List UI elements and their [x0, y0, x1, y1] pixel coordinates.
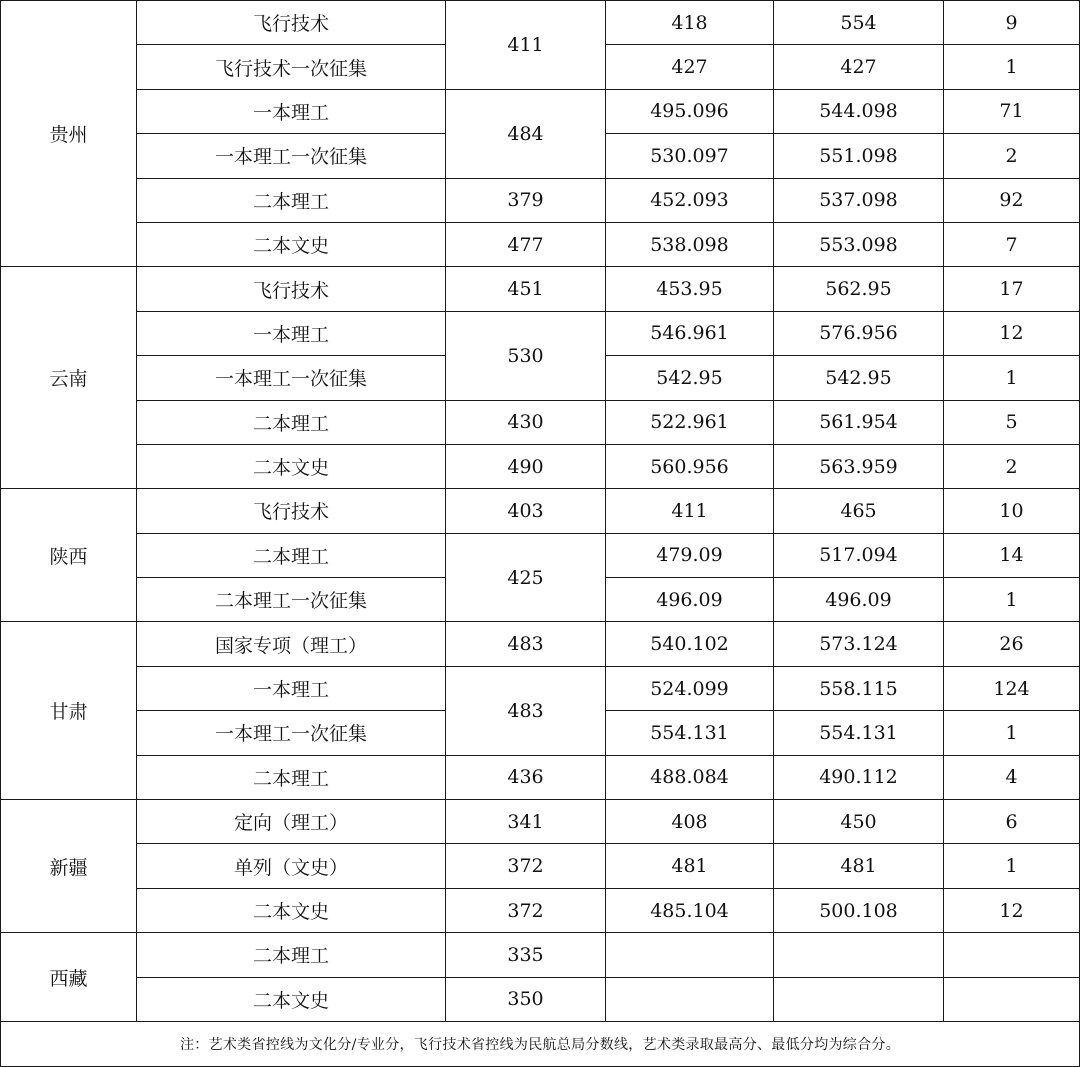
admitted-count-cell: 2 — [944, 444, 1080, 488]
category-cell: 一本理工一次征集 — [137, 711, 446, 755]
max-score-cell: 554 — [774, 1, 944, 45]
max-score-cell: 490.112 — [774, 755, 944, 799]
table-row — [1, 800, 1080, 844]
category-cell: 二本文史 — [137, 444, 446, 488]
table-row — [1, 755, 1080, 799]
min-score-cell — [606, 977, 774, 1021]
admitted-count-cell: 1 — [944, 711, 1080, 755]
min-score-cell: 540.102 — [606, 622, 774, 666]
province-cell: 甘肃 — [1, 622, 137, 800]
control-line-cell: 379 — [446, 178, 606, 222]
min-score-cell: 481 — [606, 844, 774, 888]
table-row — [1, 400, 1080, 444]
min-score-cell: 453.95 — [606, 267, 774, 311]
admitted-count-cell: 7 — [944, 222, 1080, 266]
max-score-cell: 542.95 — [774, 356, 944, 400]
category-cell: 一本理工一次征集 — [137, 356, 446, 400]
min-score-cell: 408 — [606, 800, 774, 844]
control-line-cell: 484 — [446, 89, 606, 178]
min-score-cell: 479.09 — [606, 533, 774, 577]
min-score-cell — [606, 933, 774, 977]
table-row — [1, 533, 1080, 577]
min-score-cell: 538.098 — [606, 222, 774, 266]
admitted-count-cell: 1 — [944, 844, 1080, 888]
category-cell: 二本文史 — [137, 888, 446, 932]
category-cell: 单列（文史） — [137, 844, 446, 888]
category-cell: 二本文史 — [137, 977, 446, 1021]
min-score-cell: 488.084 — [606, 755, 774, 799]
control-line-cell: 372 — [446, 844, 606, 888]
category-cell: 二本文史 — [137, 222, 446, 266]
control-line-cell: 483 — [446, 622, 606, 666]
admitted-count-cell: 12 — [944, 888, 1080, 932]
table-row — [1, 267, 1080, 311]
table-row — [1, 444, 1080, 488]
min-score-cell: 427 — [606, 45, 774, 89]
province-cell: 云南 — [1, 267, 137, 489]
category-cell: 一本理工 — [137, 89, 446, 133]
admitted-count-cell: 124 — [944, 666, 1080, 710]
control-line-cell: 411 — [446, 1, 606, 90]
control-line-cell: 403 — [446, 489, 606, 533]
max-score-cell: 558.115 — [774, 666, 944, 710]
category-cell: 二本理工 — [137, 755, 446, 799]
admitted-count-cell: 92 — [944, 178, 1080, 222]
control-line-cell: 425 — [446, 533, 606, 622]
min-score-cell: 485.104 — [606, 888, 774, 932]
table-row — [1, 178, 1080, 222]
max-score-cell: 500.108 — [774, 888, 944, 932]
admitted-count-cell: 12 — [944, 311, 1080, 355]
max-score-cell: 465 — [774, 489, 944, 533]
category-cell: 二本理工 — [137, 178, 446, 222]
province-cell: 陕西 — [1, 489, 137, 622]
max-score-cell: 562.95 — [774, 267, 944, 311]
max-score-cell: 517.094 — [774, 533, 944, 577]
control-line-cell: 483 — [446, 666, 606, 755]
control-line-cell: 477 — [446, 222, 606, 266]
control-line-cell: 335 — [446, 933, 606, 977]
min-score-cell: 560.956 — [606, 444, 774, 488]
admitted-count-cell: 71 — [944, 89, 1080, 133]
max-score-cell: 450 — [774, 800, 944, 844]
min-score-cell: 546.961 — [606, 311, 774, 355]
control-line-cell: 341 — [446, 800, 606, 844]
table-row — [1, 622, 1080, 666]
control-line-cell: 372 — [446, 888, 606, 932]
max-score-cell: 427 — [774, 45, 944, 89]
min-score-cell: 496.09 — [606, 578, 774, 622]
min-score-cell: 542.95 — [606, 356, 774, 400]
admitted-count-cell: 5 — [944, 400, 1080, 444]
min-score-cell: 495.096 — [606, 89, 774, 133]
table-row — [1, 933, 1080, 977]
province-cell: 西藏 — [1, 933, 137, 1022]
max-score-cell — [774, 933, 944, 977]
category-cell: 一本理工一次征集 — [137, 134, 446, 178]
category-cell: 二本理工 — [137, 933, 446, 977]
category-cell: 一本理工 — [137, 666, 446, 710]
control-line-cell: 350 — [446, 977, 606, 1021]
max-score-cell: 561.954 — [774, 400, 944, 444]
table-row — [1, 977, 1080, 1021]
max-score-cell: 576.956 — [774, 311, 944, 355]
control-line-cell: 436 — [446, 755, 606, 799]
control-line-cell: 530 — [446, 311, 606, 400]
table-row — [1, 844, 1080, 888]
min-score-cell: 418 — [606, 1, 774, 45]
table-row — [1, 1, 1080, 45]
table-row — [1, 888, 1080, 932]
max-score-cell: 553.098 — [774, 222, 944, 266]
max-score-cell: 554.131 — [774, 711, 944, 755]
admitted-count-cell — [944, 933, 1080, 977]
min-score-cell: 452.093 — [606, 178, 774, 222]
max-score-cell: 481 — [774, 844, 944, 888]
admitted-count-cell: 2 — [944, 134, 1080, 178]
category-cell: 二本理工 — [137, 400, 446, 444]
admitted-count-cell: 10 — [944, 489, 1080, 533]
min-score-cell: 554.131 — [606, 711, 774, 755]
min-score-cell: 530.097 — [606, 134, 774, 178]
table-row — [1, 489, 1080, 533]
admitted-count-cell: 26 — [944, 622, 1080, 666]
admitted-count-cell — [944, 977, 1080, 1021]
min-score-cell: 524.099 — [606, 666, 774, 710]
table-row — [1, 311, 1080, 355]
category-cell: 二本理工一次征集 — [137, 578, 446, 622]
max-score-cell: 537.098 — [774, 178, 944, 222]
province-cell: 贵州 — [1, 1, 137, 267]
admitted-count-cell: 14 — [944, 533, 1080, 577]
max-score-cell: 563.959 — [774, 444, 944, 488]
max-score-cell: 573.124 — [774, 622, 944, 666]
max-score-cell: 496.09 — [774, 578, 944, 622]
table-row — [1, 666, 1080, 710]
category-cell: 飞行技术 — [137, 267, 446, 311]
max-score-cell: 544.098 — [774, 89, 944, 133]
table-row — [1, 89, 1080, 133]
category-cell: 国家专项（理工） — [137, 622, 446, 666]
category-cell: 一本理工 — [137, 311, 446, 355]
max-score-cell — [774, 977, 944, 1021]
table-note-row — [1, 1021, 1080, 1066]
max-score-cell: 551.098 — [774, 134, 944, 178]
admitted-count-cell: 1 — [944, 45, 1080, 89]
category-cell: 定向（理工） — [137, 800, 446, 844]
control-line-cell: 490 — [446, 444, 606, 488]
category-cell: 飞行技术一次征集 — [137, 45, 446, 89]
category-cell: 二本理工 — [137, 533, 446, 577]
admitted-count-cell: 4 — [944, 755, 1080, 799]
table-row — [1, 222, 1080, 266]
table-footnote: 注：艺术类省控线为文化分/专业分，飞行技术省控线为民航总局分数线，艺术类录取最高分、最低分均为综合分。 — [1, 1021, 1080, 1066]
min-score-cell: 411 — [606, 489, 774, 533]
admitted-count-cell: 17 — [944, 267, 1080, 311]
admitted-count-cell: 9 — [944, 1, 1080, 45]
control-line-cell: 430 — [446, 400, 606, 444]
admitted-count-cell: 6 — [944, 800, 1080, 844]
admitted-count-cell: 1 — [944, 578, 1080, 622]
control-line-cell: 451 — [446, 267, 606, 311]
min-score-cell: 522.961 — [606, 400, 774, 444]
category-cell: 飞行技术 — [137, 489, 446, 533]
admitted-count-cell: 1 — [944, 356, 1080, 400]
province-cell: 新疆 — [1, 800, 137, 933]
category-cell: 飞行技术 — [137, 1, 446, 45]
